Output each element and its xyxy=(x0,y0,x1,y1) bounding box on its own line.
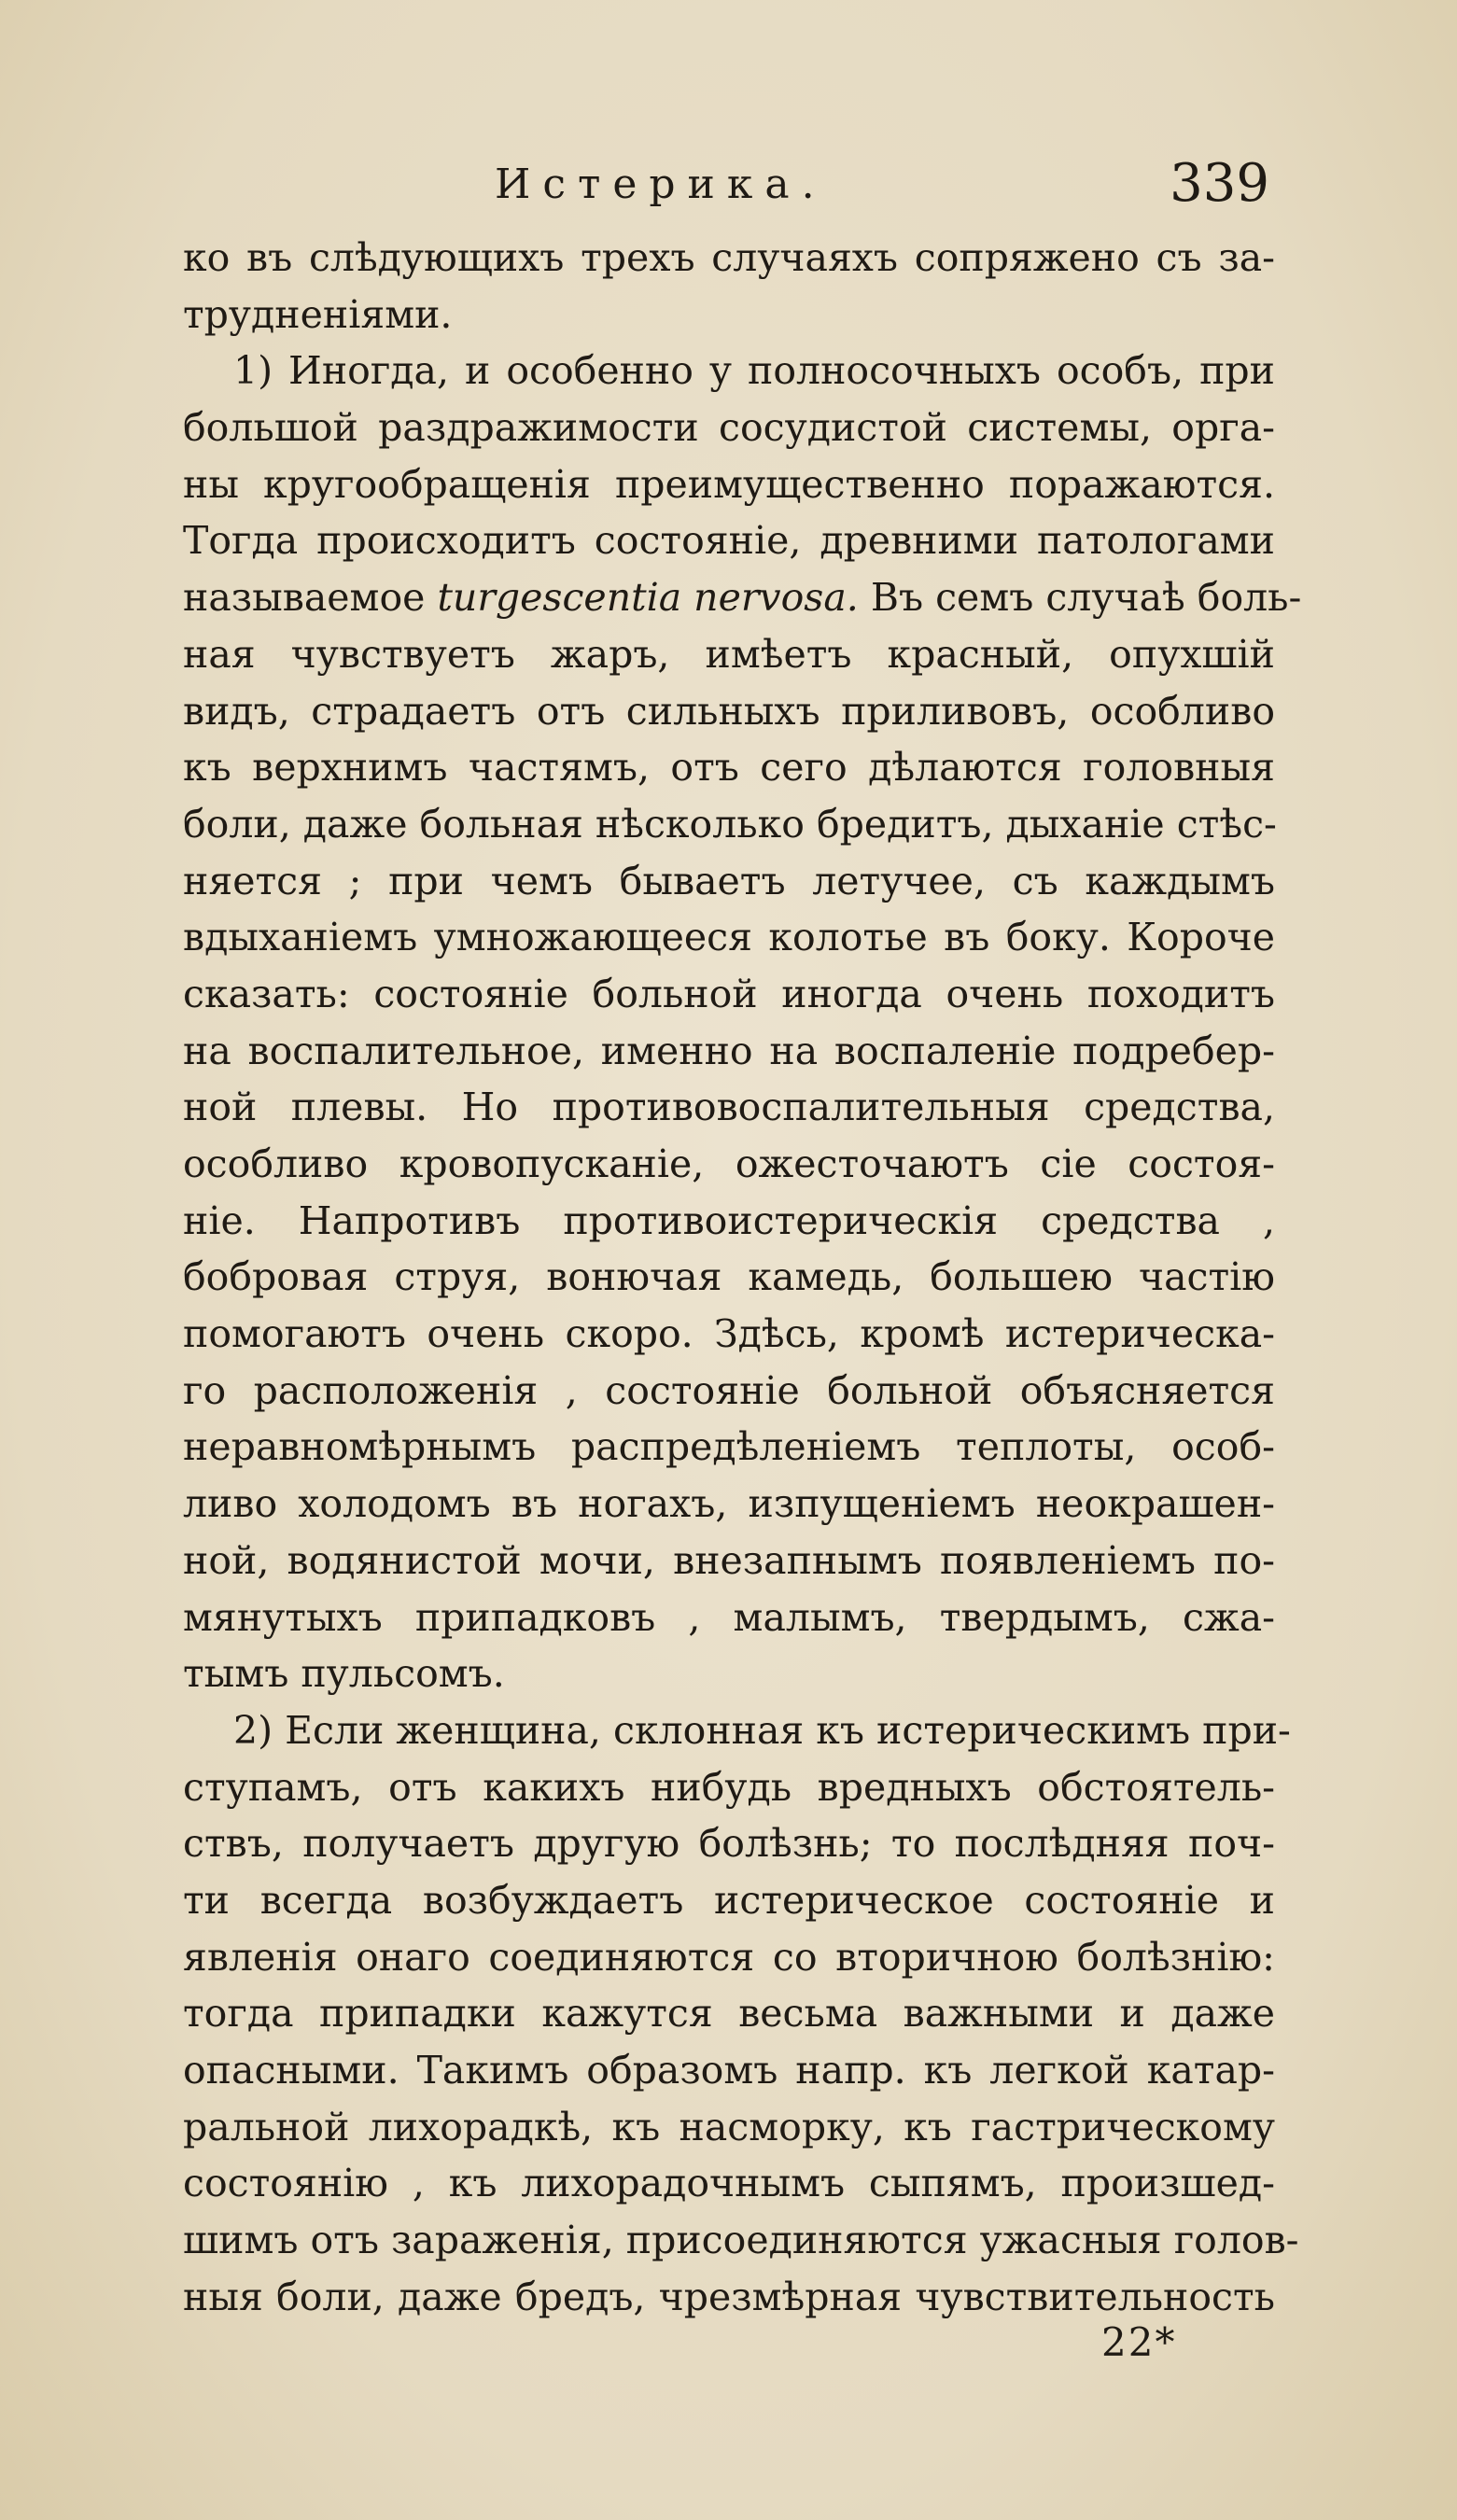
text-line: помогаютъ очень скоро. Здѣсь, кромѣ истерическа- xyxy=(183,1311,1275,1357)
text-line: ныя боли, даже бредъ, чрезмѣрная чувствительность xyxy=(183,2274,1275,2319)
text-line: тымъ пульсомъ. xyxy=(183,1651,505,1697)
text-line: мянутыхъ припадковъ , малымъ, твердымъ, сжа- xyxy=(183,1594,1275,1640)
text-line: видъ, страдаетъ отъ сильныхъ приливовъ, особливо xyxy=(183,688,1275,734)
page-header xyxy=(183,153,1275,235)
text-line: ко въ слѣдующихъ трехъ случаяхъ сопряжено съ за- xyxy=(183,235,1275,280)
text-line: тогда припадки кажутся весьма важными и даже xyxy=(183,1991,1275,2037)
text-line: опасными. Такимъ образомъ напр. къ легкой катар- xyxy=(183,2048,1275,2093)
text-line: ствъ, получаетъ другую болѣзнь; то послѣдняя поч- xyxy=(183,1821,1275,1867)
body-text xyxy=(183,230,1302,2325)
text-line: ны кругообращенія преимущественно поражаются. xyxy=(183,461,1275,507)
text-line: 1) Иногда, и особенно у полносочныхъ особъ, при xyxy=(233,348,1275,394)
text-line: шимъ отъ зараженія, присоединяются ужасныя голов- xyxy=(183,2218,1299,2263)
text-line: ной плевы. Но противовоспалительныя средства, xyxy=(183,1085,1275,1130)
running-title: Истерика. xyxy=(495,161,827,208)
text-line: го расположенія , состояніе больной объясняется xyxy=(183,1367,1275,1413)
text-line: неравномѣрнымъ распредѣленіемъ теплоты, особ- xyxy=(183,1424,1275,1470)
text-line: ральной лихорадкѣ, къ насморку, къ гастрическому xyxy=(183,2104,1275,2149)
text-line: няется ; при чемъ бываетъ летучее, съ каждымъ xyxy=(183,858,1275,903)
text-line: ніе. Напротивъ противоистерическія средства , xyxy=(183,1197,1275,1243)
text-line: большой раздражимости сосудистой системы, орга- xyxy=(183,405,1275,451)
page-number: 339 xyxy=(1170,153,1269,214)
text-line: состоянію , къ лихорадочнымъ сыпямъ, произшед- xyxy=(183,2161,1275,2206)
text-line: Тогда происходитъ состояніе, древними патологами xyxy=(183,518,1275,564)
text-line: ти всегда возбуждаетъ истерическое состояніе и xyxy=(183,1877,1275,1923)
text-segment: называемое xyxy=(183,575,438,621)
text-line: ступамъ, отъ какихъ нибудь вредныхъ обстоятель- xyxy=(183,1764,1275,1810)
text-line: трудненіями. xyxy=(183,291,453,337)
text-line: бобровая струя, вонючая камедь, большею частію xyxy=(183,1254,1275,1300)
signature-mark: 22* xyxy=(1101,2319,1177,2365)
text-line-with-latin xyxy=(183,569,1302,626)
text-line: ной, водянистой мочи, внезапнымъ появленіемъ по- xyxy=(183,1537,1275,1583)
text-line: на воспалительное, именно на воспаленіе подребер- xyxy=(183,1028,1275,1073)
text-line: къ верхнимъ частямъ, отъ сего дѣлаются головныя xyxy=(183,745,1275,791)
text-line: сказать: состояніе больной иногда очень походитъ xyxy=(183,971,1275,1016)
text-line: ливо холодомъ въ ногахъ, изпущеніемъ неокрашен- xyxy=(183,1481,1275,1527)
text-line: боли, даже больная нѣсколько бредитъ, дыханіе стѣс- xyxy=(183,801,1277,847)
text-line: особливо кровопусканіе, ожесточаютъ сіе состоя- xyxy=(183,1141,1275,1186)
text-line: ная чувствуетъ жаръ, имѣетъ красный, опухшій xyxy=(183,631,1275,677)
text-line: явленія онаго соединяются со вторичною болѣзнію: xyxy=(183,1934,1275,1980)
latin-term: turgescentia nervosa. xyxy=(437,575,859,621)
text-line: 2) Если женщина, склонная къ истерическимъ при- xyxy=(233,1707,1291,1753)
text-segment: Въ семъ случаѣ боль- xyxy=(858,575,1302,621)
text-line: вдыханіемъ умножающееся колотье въ боку. Короче xyxy=(183,915,1275,960)
